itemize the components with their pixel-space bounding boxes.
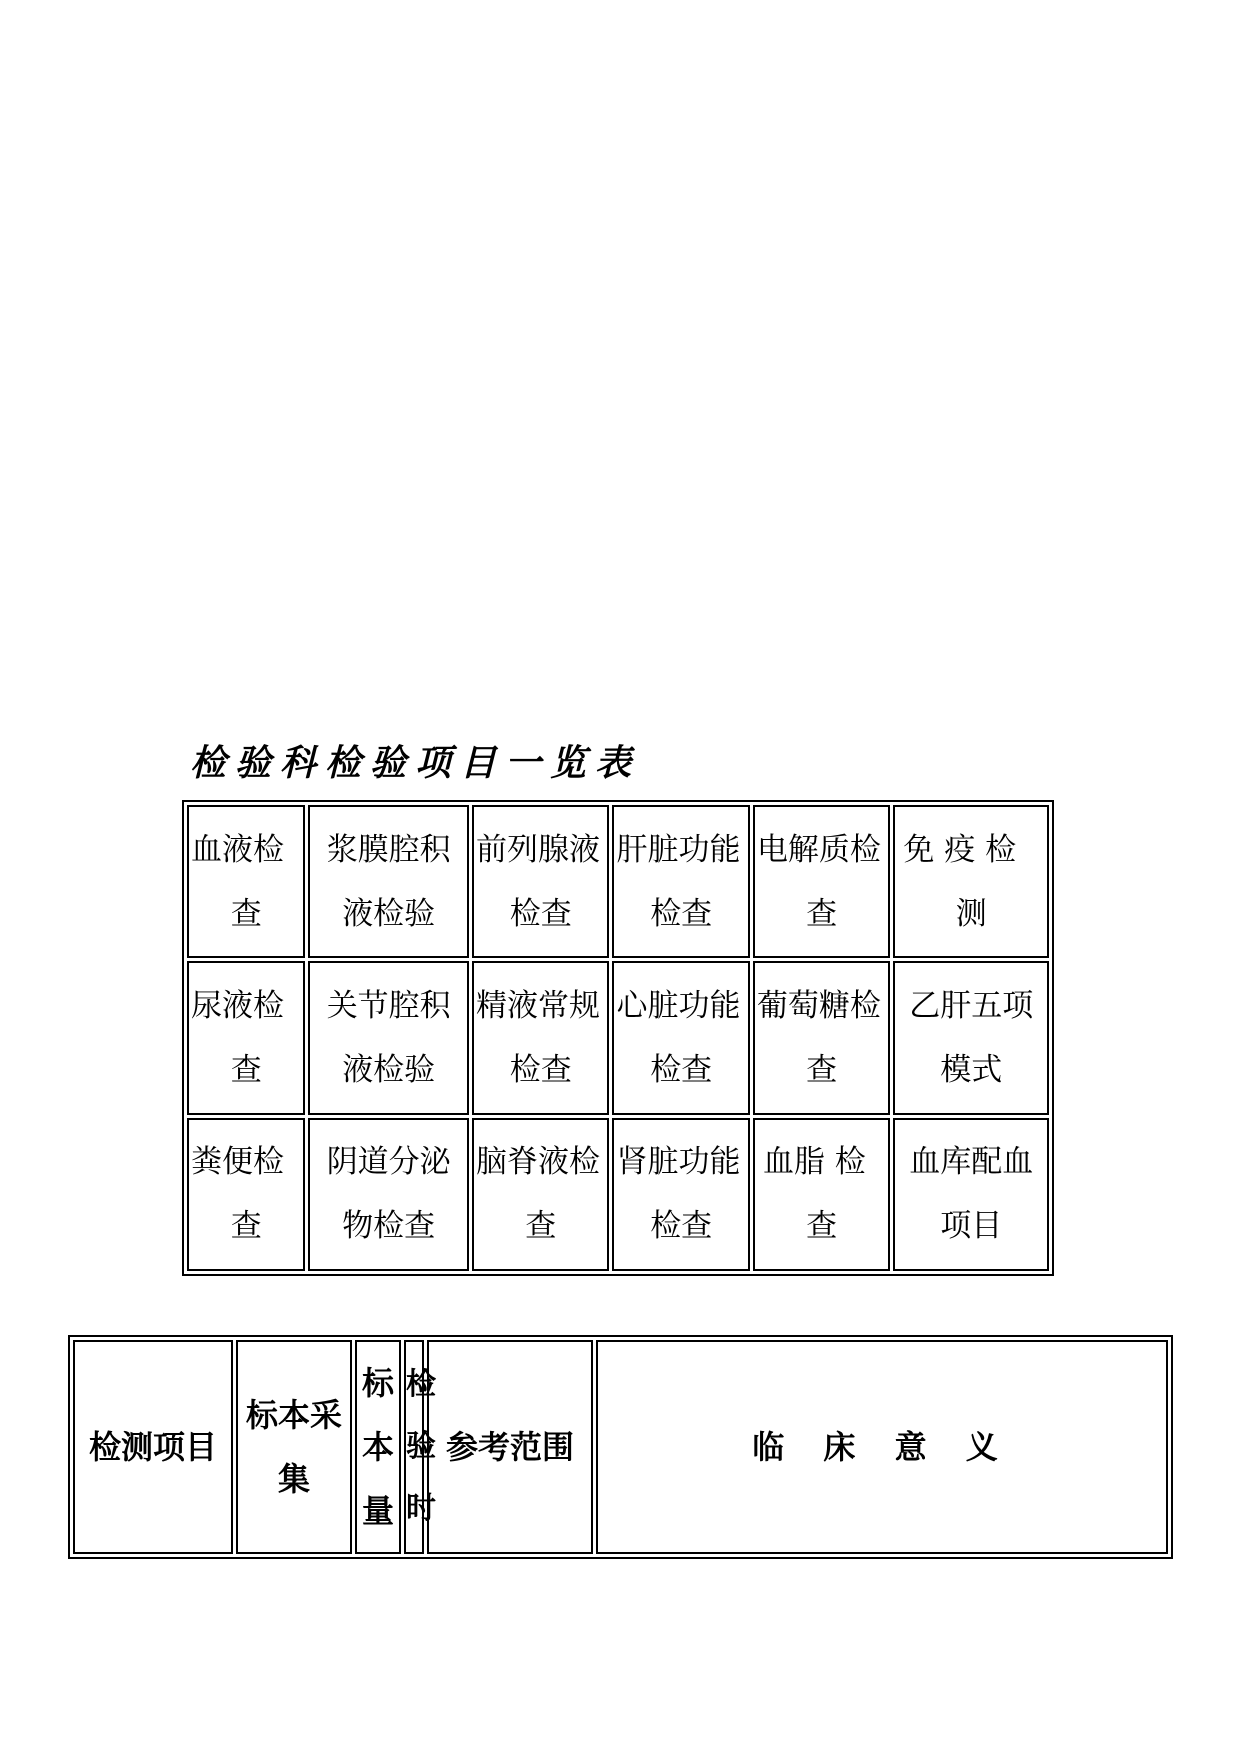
- cell-line2: 检查: [509, 1051, 572, 1088]
- cell-line1: 浆膜腔积: [326, 831, 451, 868]
- cell-line1: 葡萄糖检: [756, 987, 881, 1024]
- overview-row: [187, 805, 1049, 958]
- cell-line2: 检查: [650, 1208, 713, 1245]
- cell-line1: 免 疫 检: [903, 831, 1017, 868]
- overview-cell-electrolytes: [753, 805, 890, 958]
- cell-line1: 关节腔积: [326, 987, 451, 1024]
- header-clinical-significance: 临 床 意 义: [596, 1340, 1168, 1554]
- overview-cell-prostatic-fluid: [472, 805, 609, 958]
- cell-line1: 心脏功能: [616, 987, 741, 1024]
- cell-line1: 乙肝五项: [909, 987, 1034, 1024]
- cell-line1: 肾脏功能: [616, 1144, 741, 1181]
- cell-line1: 精液常规: [475, 987, 600, 1024]
- cell-line1: 血液检: [191, 831, 284, 868]
- cell-line2: 检查: [509, 895, 572, 932]
- cell-line1: 粪便检: [191, 1144, 284, 1181]
- overview-cell-liver-function: [612, 805, 749, 958]
- overview-cell-renal-function: [612, 1118, 749, 1271]
- header-specimen-volume: [355, 1340, 401, 1554]
- header-reference-range: 参考范围: [427, 1340, 593, 1554]
- overview-row: [187, 1118, 1049, 1271]
- cell-line2: 检查: [650, 895, 713, 932]
- header-specimen-volume-text: 标本量: [361, 1364, 394, 1530]
- cell-line1: 血库配血: [909, 1144, 1034, 1181]
- cell-line2: 查: [230, 1208, 262, 1245]
- cell-line1: 前列腺液: [475, 831, 600, 868]
- cell-line2: 查: [525, 1208, 557, 1245]
- table-header-row: [73, 1340, 1168, 1554]
- overview-cell-vaginal-secretion: [308, 1118, 469, 1271]
- overview-table: [182, 800, 1054, 1276]
- cell-line1: 血脂 检: [762, 1144, 866, 1181]
- header-test-item: 检测项目: [73, 1340, 233, 1554]
- cell-line2: 测: [955, 895, 987, 932]
- overview-cell-serous-effusion: [308, 805, 469, 958]
- cell-line1: 电解质检: [756, 831, 881, 868]
- overview-cell-hepatitis-b: [893, 961, 1049, 1114]
- cell-line2: 查: [806, 1208, 838, 1245]
- cell-line2: 液检验: [342, 895, 436, 932]
- overview-cell-synovial-fluid: [308, 961, 469, 1114]
- overview-cell-semen: [472, 961, 609, 1114]
- overview-cell-stool: [187, 1118, 305, 1271]
- header-test-time: [404, 1340, 436, 1554]
- overview-cell-cardiac-function: [612, 961, 749, 1114]
- cell-line2: 查: [230, 895, 262, 932]
- cell-line2: 查: [806, 895, 838, 932]
- cell-line1: 脑脊液检: [475, 1144, 600, 1181]
- test-items-table: [68, 1335, 1173, 1559]
- cell-line1: 尿液检: [191, 987, 284, 1024]
- header-specimen-collection-text: 标本采集: [245, 1396, 342, 1498]
- cell-line2: 模式: [940, 1051, 1003, 1088]
- overview-cell-urine: [187, 961, 305, 1114]
- cell-line2: 检查: [650, 1051, 713, 1088]
- overview-cell-blood: [187, 805, 305, 958]
- cell-line2: 液检验: [342, 1051, 436, 1088]
- cell-line1: 肝脏功能: [616, 831, 741, 868]
- overview-cell-csf: [472, 1118, 609, 1271]
- cell-line2: 查: [230, 1051, 262, 1088]
- overview-cell-glucose: [753, 961, 890, 1114]
- overview-cell-lipids: [753, 1118, 890, 1271]
- cell-line2: 项目: [940, 1208, 1003, 1245]
- cell-line2: 查: [806, 1051, 838, 1088]
- overview-cell-immunology: [893, 805, 1049, 958]
- cell-line2: 物检查: [342, 1208, 436, 1245]
- document-title: 检验科检验项目一览表: [190, 742, 641, 784]
- overview-cell-blood-bank: [893, 1118, 1049, 1271]
- cell-line1: 阴道分泌: [326, 1144, 451, 1181]
- header-test-time-text: 检验时: [406, 1367, 436, 1526]
- overview-row: [187, 961, 1049, 1114]
- header-specimen-collection: [236, 1340, 352, 1554]
